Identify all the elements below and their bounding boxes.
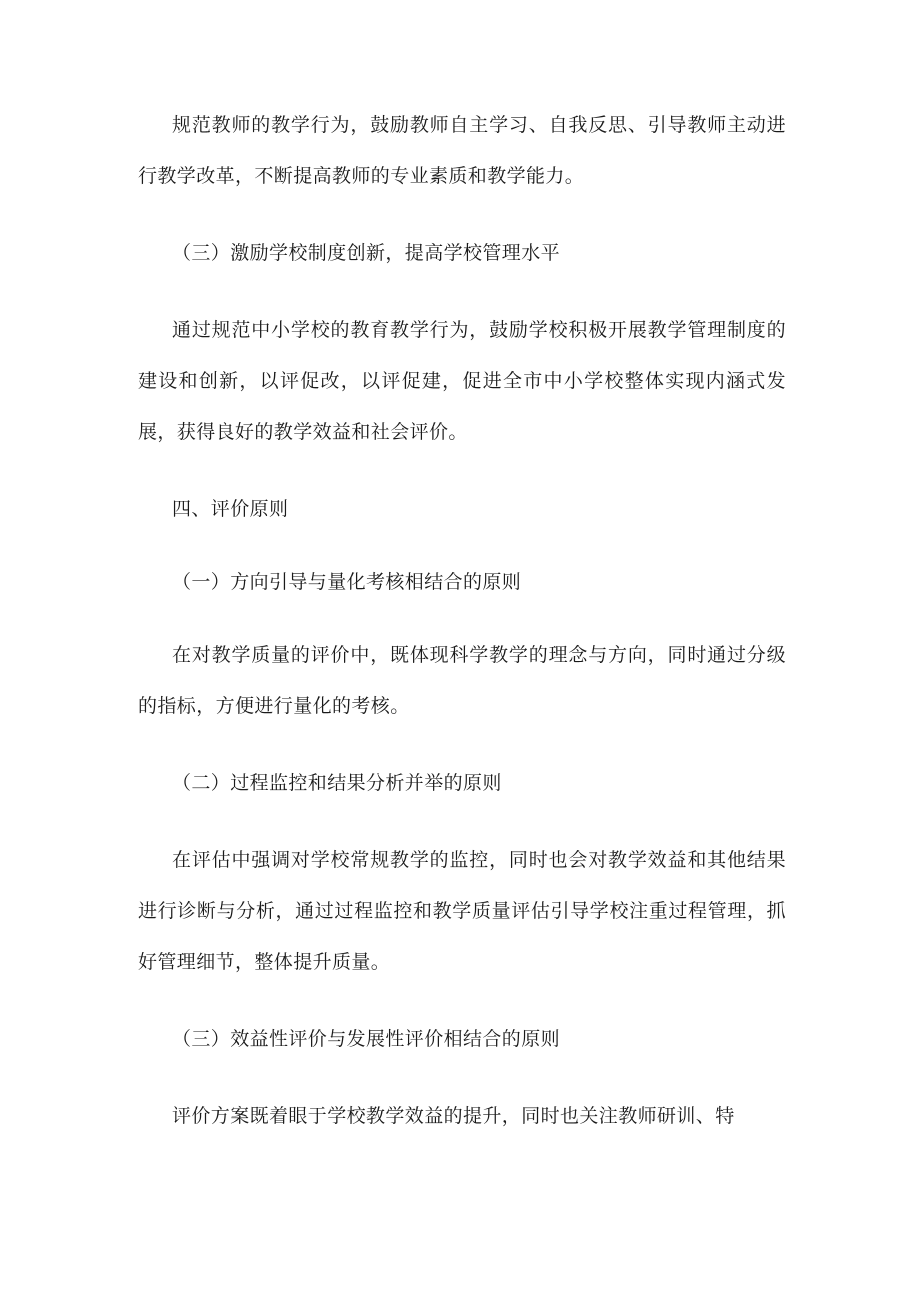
heading-principle-two: （二）过程监控和结果分析并举的原则	[172, 772, 502, 794]
paragraph-school-management: 通过规范中小学校的教育教学行为，鼓励学校积极开展教学管理制度的建设和创新，以评促改，以评促建，促进全市中小学校整体实现内涵式发展，获得良好的教学效益和社会评价。	[138, 319, 786, 443]
heading-principle-three: （三）效益性评价与发展性评价相结合的原则	[172, 1028, 561, 1050]
paragraph-principle-one: 在对教学质量的评价中，既体现科学教学的理念与方向，同时通过分级的指标，方便进行量化的考核。	[138, 644, 786, 717]
heading-principle-one: （一）方向引导与量化考核相结合的原则	[172, 571, 522, 593]
paragraph-principle-three: 评价方案既着眼于学校教学效益的提升，同时也关注教师研训、特	[172, 1105, 735, 1127]
paragraph-teacher-behavior: 规范教师的教学行为，鼓励教师自主学习、自我反思、引导教师主动进行教学改革，不断提高教师的专业素质和教学能力。	[138, 114, 786, 187]
paragraph-principle-two: 在评估中强调对学校常规教学的监控，同时也会对教学效益和其他结果进行诊断与分析，通过过程监控和教学质量评估引导学校注重过程管理，抓好管理细节，整体提升质量。	[138, 849, 786, 973]
document-body	[138, 100, 786, 1142]
heading-institution-innovation: （三）激励学校制度创新，提高学校管理水平	[172, 242, 561, 264]
heading-evaluation-principles: 四、评价原则	[172, 498, 289, 520]
